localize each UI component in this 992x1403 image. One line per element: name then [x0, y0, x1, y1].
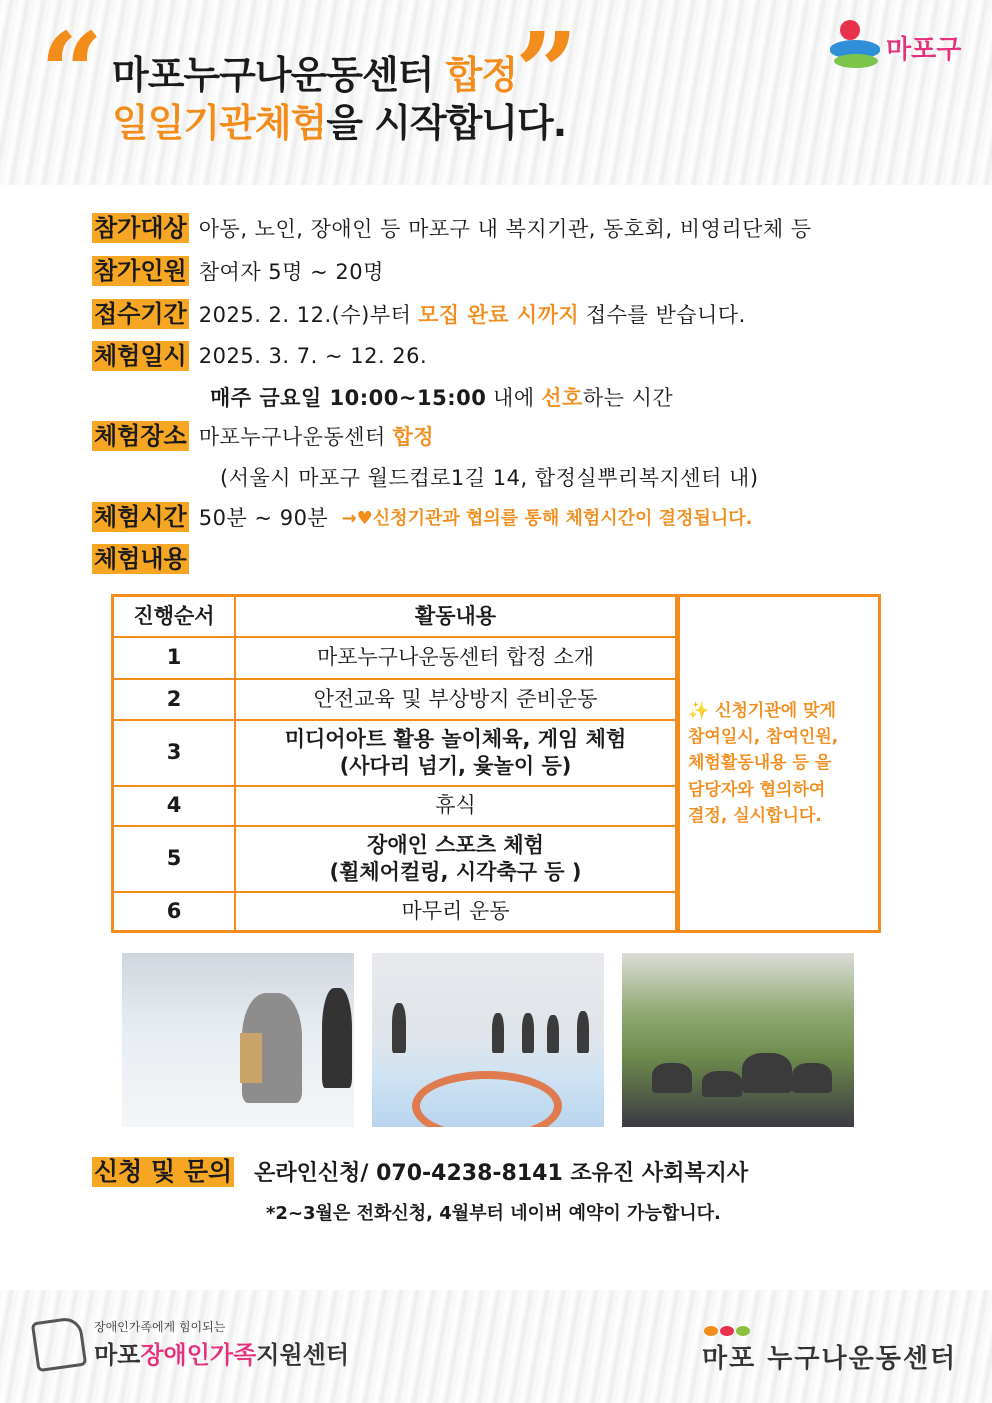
mapo-gu-logo: [828, 20, 961, 74]
mapo-gu-logo-text: 마포구: [886, 34, 962, 65]
note-line: 결정, 실시합니다.: [688, 806, 822, 827]
row-number: 1: [114, 637, 235, 679]
table-header-row: [114, 597, 676, 637]
close-quote-mark: ”: [515, 8, 579, 137]
family-support-name-part: 지원센터: [256, 1341, 350, 1369]
info-row-date-detail: [210, 382, 673, 412]
header-order: 진행순서: [114, 597, 235, 637]
photo-yoga-exercise: [622, 953, 854, 1127]
sports-center-logo: [702, 1326, 957, 1375]
open-quote-mark: “: [40, 8, 104, 137]
place-address: (서울시 마포구 월드컵로1길 14, 합정실뿌리복지센터 내): [220, 466, 759, 490]
table-row: [114, 892, 676, 931]
note-line: ✨ 신청기관에 맞게: [688, 700, 836, 721]
row-activity: [235, 720, 676, 786]
family-support-tagline: 장애인가족에게 힘이되는: [94, 1320, 226, 1334]
date-weekly: 매주 금요일 10:00~15:00: [210, 386, 487, 410]
activity-text: 휴식: [435, 793, 476, 818]
info-row-place: [92, 421, 434, 451]
header-banner: [0, 0, 992, 185]
date-preferred: 선호: [541, 386, 583, 410]
activity-text: 마포누구나운동센터 합정 소개: [316, 645, 595, 670]
row-activity: [235, 892, 676, 931]
period-note: 접수를 받습니다.: [585, 303, 746, 327]
note-line: 담당자와 협의하여: [688, 779, 826, 800]
contact-note: *2~3월은 전화신청, 4월부터 네이버 예약이 가능합니다.: [266, 1203, 721, 1224]
schedule-grid: [114, 597, 677, 931]
row-number: 6: [114, 892, 235, 931]
date-within: 내에: [493, 386, 535, 410]
info-row-address: [220, 462, 759, 492]
contact-row: [92, 1156, 748, 1187]
footer-banner: [0, 1290, 992, 1403]
activity-text: 미디어아트 활용 놀이체육, 게임 체험: [284, 726, 627, 751]
table-row: [114, 786, 676, 826]
table-row: [114, 679, 676, 720]
time-value: 50분 ~ 90분: [198, 506, 329, 530]
headline-line-2: [112, 100, 566, 148]
activity-text: 마무리 운동: [401, 899, 510, 924]
date-label: 체험일시: [94, 342, 187, 370]
header-activity: 활동내용: [235, 597, 676, 637]
activity-text: 장애인 스포츠 체험: [367, 832, 544, 857]
count-label: 참가인원: [94, 257, 187, 285]
activity-subtext: (휠체어컬링, 시각축구 등 ): [329, 860, 582, 884]
headline-branch: 합정: [445, 53, 518, 97]
contact-label: 신청 및 문의: [94, 1156, 233, 1186]
table-row: [114, 720, 676, 786]
info-row-period: [92, 299, 746, 329]
row-activity: [235, 679, 676, 720]
count-value: 참여자 5명 ~ 20명: [198, 260, 384, 284]
note-line: 참여일시, 참여인원,: [688, 726, 839, 747]
info-row-content: [92, 544, 199, 574]
headline-start: 을 시작합니다.: [326, 101, 567, 145]
schedule-note: [677, 597, 878, 930]
headline-center-name: 마포누구나운동센터: [112, 53, 434, 97]
info-row-date: [92, 341, 427, 371]
period-label: 접수기간: [94, 300, 187, 328]
family-support-name: [94, 1335, 349, 1370]
place-value: 마포누구나운동센터: [198, 425, 386, 449]
place-label: 체험장소: [94, 422, 187, 450]
row-activity: [235, 786, 676, 826]
note-line: 체험활동내용 등 을: [688, 753, 832, 774]
photo-wheelchair-curling: [372, 953, 604, 1127]
info-row-count: [92, 256, 384, 286]
row-number: 3: [114, 720, 235, 786]
table-row: [114, 637, 676, 679]
family-support-name-part: 장애인가족: [140, 1341, 257, 1369]
row-number: 5: [114, 826, 235, 892]
info-row-time: [92, 502, 752, 532]
family-support-center-logo: [34, 1318, 349, 1370]
schedule-table: [111, 594, 881, 933]
content-label: 체험내용: [94, 545, 187, 573]
date-value: 2025. 3. 7. ~ 12. 26.: [198, 344, 428, 368]
headline-program: 일일기관체험: [112, 101, 327, 145]
row-activity: [235, 826, 676, 892]
place-branch: 합정: [392, 425, 435, 449]
activity-subtext: (사다리 넘기, 윷놀이 등): [339, 754, 572, 778]
row-activity: [235, 637, 676, 679]
table-row: [114, 826, 676, 892]
time-note: →♥신청기관과 협의를 통해 체험시간이 결정됩니다.: [341, 508, 753, 529]
family-support-logo-icon: [31, 1316, 87, 1372]
period-end: 모집 완료 시까지: [418, 303, 580, 327]
sports-center-name: 마포 누구나운동센터: [702, 1344, 958, 1374]
date-time: 하는 시간: [582, 386, 674, 410]
mapo-gu-logo-icon: [828, 20, 882, 74]
activity-text: 안전교육 및 부상방지 준비운동: [313, 686, 598, 711]
family-support-name-part: 마포: [94, 1341, 141, 1369]
sports-center-logo-dots-icon: [704, 1326, 957, 1336]
contact-value: 온라인신청/ 070-4238-8141 조유진 사회복지사: [254, 1161, 749, 1186]
headline-line-1: [112, 52, 517, 100]
info-row-target: [92, 213, 812, 243]
target-label: 참가대상: [94, 214, 187, 242]
row-number: 2: [114, 679, 235, 720]
time-label: 체험시간: [94, 503, 187, 531]
period-start: 2025. 2. 12.(수)부터: [198, 303, 412, 327]
photo-media-art-play: [122, 953, 354, 1127]
row-number: 4: [114, 786, 235, 826]
target-value: 아동, 노인, 장애인 등 마포구 내 복지기관, 동호회, 비영리단체 등: [198, 217, 812, 241]
